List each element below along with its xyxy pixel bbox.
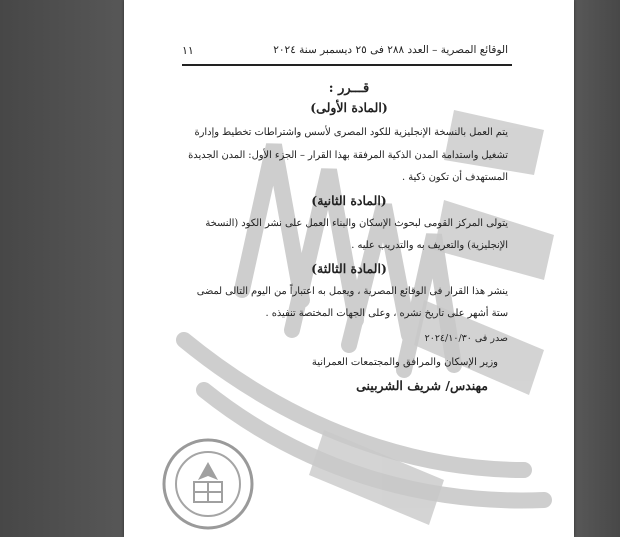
article-2-heading: (المادة الثانية) <box>311 193 387 208</box>
signatory-name: مهندس/ شريف الشربينى <box>356 378 488 393</box>
viewer-left-margin <box>0 0 124 537</box>
document-page <box>124 0 574 537</box>
article-2-line-2: الإنجليزية) والتعريف به والتدريب عليه . <box>351 240 508 251</box>
official-seal-icon <box>160 436 256 532</box>
article-1-line-2: تشغيل واستدامة المدن الذكية المرفقة بهذا القرار – الجزء الأول: المدن الجديدة <box>188 150 508 161</box>
viewer-right-margin <box>574 0 620 537</box>
page-number: ١١ <box>182 44 194 57</box>
article-1-line-1: يتم العمل بالنسخة الإنجليزية للكود المصرى لأسس واشتراطات تخطيط وإدارة <box>194 127 508 138</box>
article-3-heading: (المادة الثالثة) <box>311 261 387 276</box>
decision-heading: قـــرر : <box>328 81 370 96</box>
issued-date: صدر فى ٢٠٢٤/١٠/٣٠ <box>424 333 508 344</box>
article-3-line-2: ستة أشهر على تاريخ نشره ، وعلى الجهات المختصة تنفيذه . <box>265 308 508 319</box>
page-header-title: الوقائع المصرية – العدد ٢٨٨ فى ٢٥ ديسمبر سنة ٢٠٢٤ <box>273 44 508 56</box>
minister-title: وزير الإسكان والمرافق والمجتمعات العمرانية <box>311 357 498 368</box>
article-1-line-3: المستهدف أن تكون ذكية . <box>402 172 508 183</box>
article-2-line-1: يتولى المركز القومى لبحوث الإسكان والبناء العمل على نشر الكود (النسخة <box>205 218 508 229</box>
article-1-heading: (المادة الأولى) <box>310 100 388 115</box>
article-3-line-1: ينشر هذا القرار فى الوقائع المصرية ، ويعمل به اعتباراً من اليوم التالى لمضى <box>196 286 508 297</box>
header-rule <box>182 64 512 66</box>
